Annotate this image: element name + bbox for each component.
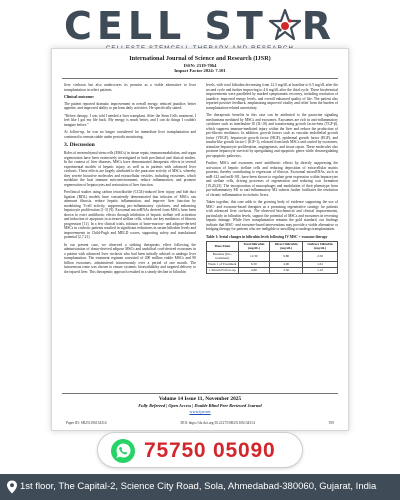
doi-link[interactable]: DOI: https://dx.doi.org/10.21275/SR251106134314 [180,421,255,425]
subsection-heading: Clinical outcome: [64,94,95,99]
whatsapp-icon [110,438,136,464]
impact-factor: Impact Factor 2024: 7.101 [174,68,226,73]
table-cell: 1.61 [303,261,338,267]
paragraph: levels, with total bilirubin decreasing from 12.3 mg/dL at baseline to 6.5 mg/dL after the second cycle and further improving to 4.6 mg/dL after the third cycle. These biochemical improvements were paralleled by marked symptomatic recovery, including resolution of jaundice, improved energy levels, and overall enhanced quality of life. The patient also reported positive feedback, emphasizing improved vitality and relief from the burden of transplantation-related uncertainty. [206,83,338,110]
paper-column-right [206,83,338,391]
footer-divider [62,393,338,394]
table-header-cell: Direct bilirubin (mg/dL) [270,241,303,251]
page-number: 559 [328,421,334,425]
location-pin-icon [6,480,18,494]
journal-paper-page [51,48,349,431]
table-caption: Table 1: Serial changes in bilirubin levels following IV MSC + exosome therapy [206,234,328,239]
table-cell: 3.50 [270,267,303,273]
table-cell: 4.60 [238,267,270,273]
paragraph: In our present case, we observed a striking therapeutic effect following the administration of donor-derived adipose MSCs and umbilical cord-derived exosomes in a patient with advanced liver cirrhosis who had been initially advised to undergo liver transplantation. The treatment regimen consisted of 200 million viable MSCs and 90 billion exosomes, administered intravenously over a period of one month. The intravenous route was chosen to ensure systemic bioavailability and targeted delivery to the injured liver. This therapeutic approach resulted in a steady decline in bilirubin [64,242,196,274]
paragraph: At follow-up, he was no longer considered for immediate liver transplantation and continued to remain stable under periodic monitoring. [64,130,196,139]
table-cell: 2.50 [303,251,338,261]
paper-footer-meta [66,421,334,425]
table-cell: 1.10 [303,267,338,273]
table-cell: Week 1 of Treatment [208,262,237,267]
paper-id: Paper ID: SR251106134314 [66,421,107,425]
paragraph: Roles of mesenchymal stem cells (MSCs) in tissue repair, immunomodulation, and organ regeneration have been extensively investigated in both preclinical and clinical studies. In the context of liver diseases, MSCs have demonstrated therapeutic effects in several experimental models of hepatic injury, as well as in patients with advanced liver cirrhosis. These effects are largely attributed to the paracrine activity of MSCs, whereby they secrete bioactive molecules and extracellular vesicles, including exosomes, which modulate the host immune microenvironment, reduce inflammation, and promote regeneration of hepatocytes and restoration of liver function. [64,151,196,187]
table-cell: 1 Month Follow-up [207,267,239,273]
table-cell: 6.50 [238,261,270,267]
table-header-cell: Indirect bilirubin (mg/dL) [303,241,338,251]
section-heading: 3. Discussion [64,142,95,148]
paragraph: Preclinical studies using carbon tetrachloride (CCl4)-induced liver injury and bile duct ligation (BDL) models have consistently demonstrated that infusion of MSCs can attenuate fibrosis, reduce hepatic inflammation, and improve liver function by modulating T-cell activity, suppressing pro-inflammatory cytokines, and enhancing hepatocyte proliferation [1-3] [9]. Exosomal microRNAs derived from MSCs have been shown to exert antifibrotic effects through inhibition of hepatic stellate cell activation and induction of apoptosis in activated stellate cells, which are key mediators of fibrosis progression [11]. In a few clinical trials, infusion of bone-marrow- and adipose-derived MSCs in cirrhotic patients resulted in significant reductions in serum bilirubin levels and improvements in Child-Pugh and MELD scores, supporting safety and translational potential [2,7,21]. [64,190,196,239]
volume-line: Volume 14 Issue 11, November 2025 [158,396,242,402]
address-text: 1st floor, The Capital-2, Science City Road, Sola, Ahmedabad-380060, Gujarat, India [20,481,377,492]
table-row [207,267,338,273]
star-icon [268,7,302,41]
table-header-row [207,241,338,251]
table-cell: 9.80 [270,251,303,261]
journal-website-link[interactable]: www.ijsr.net [189,409,211,414]
journal-name: International Journal of Science and Research (IJSR) [129,55,271,62]
paragraph: liver cirrhosis but also underscores its promise as a viable alternative to liver transplantation in select patients. [64,83,196,92]
patient-quote: "Before therapy, I was told I needed a liver transplant. After the Stem Cells treatment, I feel like I got my life back. My energy is much better, and I can do things I couldn't imagine before." [64,113,196,127]
paragraph: Further, MSCs and exosomes exert antifibrotic effects by directly suppressing the activation of hepatic stellate cells and reducing deposition of extracellular matrix proteins, thereby contributing to regression of fibrosis. Exosomal microRNAs, such as miR-122 and miR-181, have been shown to regulate gene expression within hepatocytes and stellate cells, driving processes of regeneration and reducing scar formation [19,20,23]. The incorporation of macrophages and modulation of their phenotype from pro-inflammatory M1 to anti-inflammatory M2 subsets further facilitates the resolution of chronic inflammation in cirrhotic livers. [206,161,338,197]
phone-number: 75750 05090 [144,439,276,462]
bilirubin-table [206,241,338,274]
table-row [207,251,338,261]
header-divider [62,78,338,79]
brand-title-left: CELL ST [63,4,268,48]
open-access-line: Fully Refereed | Open Access | Double Blind Peer Reviewed Journal [138,403,262,408]
paragraph: The patient reported dramatic improvement in overall energy, reduced jaundice, better appetite, and improved ability to perform daily activities. He specifically stated: [64,101,196,110]
brand-title-right: R [301,4,337,48]
paragraph: The therapeutic benefits in this case can be attributed to the paracrine signaling mechanisms mediated by MSCs and exosomes. Exosomes are rich in anti-inflammatory cytokines such as interleukin-10 (IL-10) and transforming growth factor-beta (TGF-β), which suppress immune-mediated injury within the liver and reduce the production of pro-fibrotic mediators. In addition, growth factors such as vascular endothelial growth factor (VEGF), hepatocyte growth factor (HGF), epidermal growth factor (EGF), and insulin-like growth factor-1 (IGF-1), released from both MSCs and carried by exosomes, stimulate hepatocyte proliferation, angiogenesis, and tissue repair. These molecules also promote hepatocyte survival by upregulating anti-apoptotic genes while downregulating pro-apoptotic pathways. [206,113,338,158]
table-header-cell: Total bilirubin (mg/dL) [238,241,270,251]
address-bar [0,474,400,500]
table-cell: 12.30 [238,251,270,261]
brand-title [0,4,400,48]
paper-column-left [64,83,196,391]
table-header-cell: Time Point [207,241,239,251]
paper-footer [52,396,348,414]
paragraph: Taken together, this case adds to the growing body of evidence supporting the use of MSC- and exosome-based therapies as a promising regenerative strategy for patients with advanced liver cirrhosis. The observed biochemical and clinical improvements, particularly in bilirubin levels, support the potential of MSCs and exosomes in reversing hepatic damage. While liver transplantation remains the gold standard, our findings indicate that MSC- and exosome-based interventions may provide a viable alternative or bridging therapy for patients who are ineligible or unwilling to undergo transplantation. [206,200,338,231]
paper-header [52,55,348,73]
journal-issn: ISSN: 2319-7064 [183,63,217,68]
table-cell: Baseline (Pre-treatment) [207,251,239,261]
whatsapp-contact-button[interactable] [97,432,303,468]
brand-logo [0,4,400,52]
table-cell: 4.90 [270,261,303,267]
